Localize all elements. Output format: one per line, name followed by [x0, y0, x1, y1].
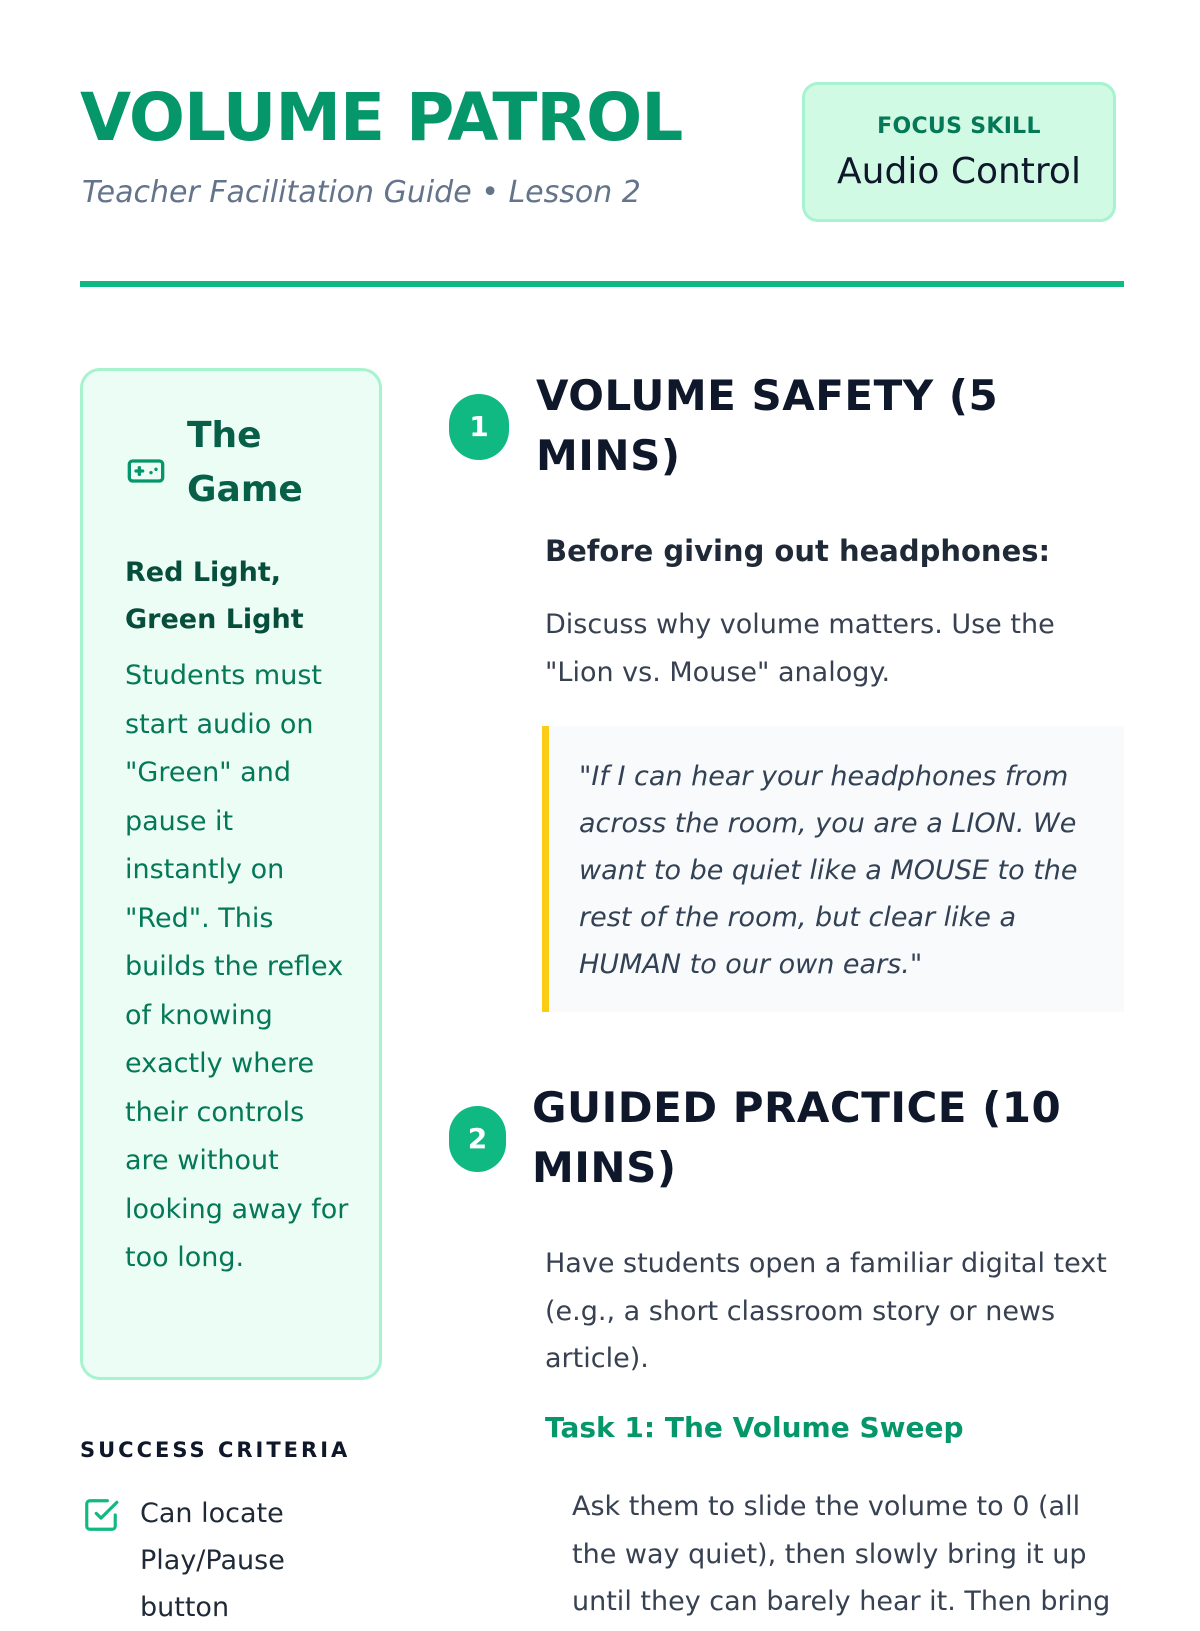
game-description: Students must start audio on "Green" and pause it instantly on "Red". This builds the reflex of knowing exactly where their controls are without looking away for too long. [125, 660, 349, 1273]
page-subtitle: Teacher Facilitation Guide • Lesson 2 [82, 175, 641, 210]
section-body: Discuss why volume matters. Use the "Lion vs. Mouse" analogy. [545, 609, 1055, 688]
section-body: Have students open a familiar digital text (e.g., a short classroom story or news article). [545, 1248, 1107, 1374]
step-number-badge: 2 [449, 1106, 506, 1172]
game-subtitle: Red Light, Green Light [125, 557, 304, 635]
section-title: VOLUME SAFETY (5 MINS) [536, 371, 999, 480]
focus-skill-badge [802, 82, 1116, 222]
section-lead: Before giving out headphones: [545, 534, 1051, 568]
section-title: GUIDED PRACTICE (10 MINS) [532, 1083, 1062, 1192]
lion-mouse-quote: "If I can hear your headphones from across the room, you are a LION. We want to be quiet like a MOUSE to the rest of the room, but clear like a HUMAN to our own ears." [542, 726, 1124, 1012]
page-title: VOLUME PATROL [80, 79, 683, 156]
criteria-item-text: Can locate Play/Pause button [140, 1498, 285, 1623]
step-number-badge: 1 [449, 394, 509, 460]
game-card [80, 368, 382, 1380]
task-heading: Task 1: The Volume Sweep [545, 1411, 964, 1444]
task-body: Ask them to slide the volume to 0 (all the way quiet), then slowly bring it up until they can barely hear it. Then bring [572, 1491, 1111, 1617]
game-title: The Game [187, 415, 303, 510]
header-divider [80, 281, 1124, 287]
success-criteria-heading: SUCCESS CRITERIA [80, 1438, 351, 1462]
focus-skill-label: FOCUS SKILL [877, 114, 1041, 139]
checkbox-checked-icon [82, 1496, 120, 1534]
focus-skill-value: Audio Control [837, 151, 1081, 192]
gamepad-icon [126, 451, 166, 491]
